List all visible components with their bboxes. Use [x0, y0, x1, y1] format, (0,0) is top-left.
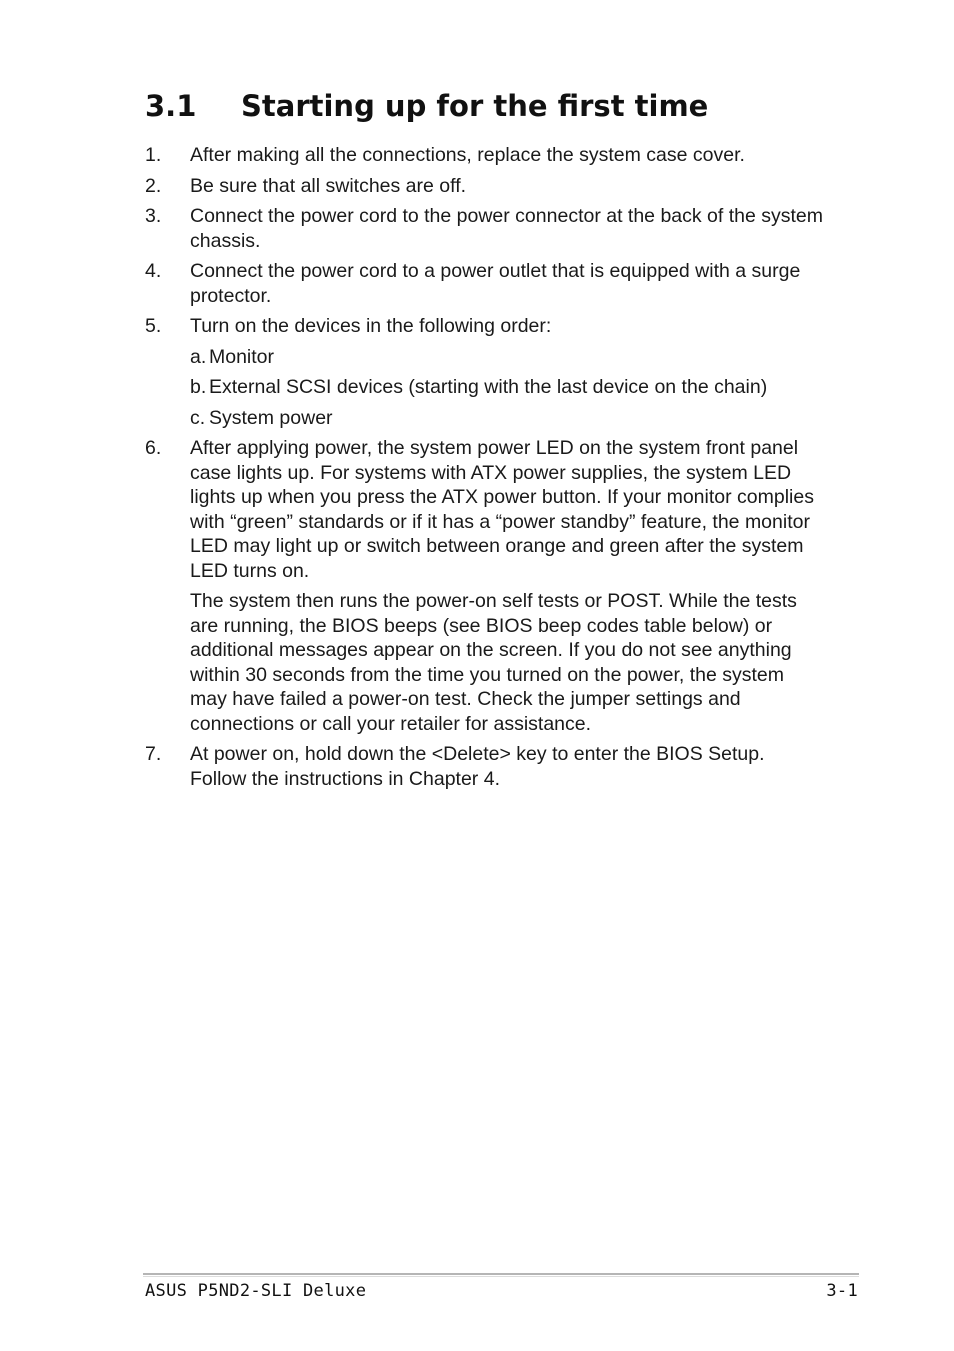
sub-item-monitor: [190, 345, 825, 370]
sub-item-text: External SCSI devices (starting with the last device on the chain): [209, 376, 768, 398]
step-number: 4.: [145, 260, 162, 282]
sub-item-external-scsi: [190, 375, 825, 400]
step-7: [145, 742, 825, 791]
sub-item-letter: b.: [190, 376, 207, 398]
step-text: Be sure that all switches are off.: [190, 174, 467, 197]
sub-item-system-power: [190, 406, 825, 431]
step-number: 5.: [145, 315, 162, 337]
footer-divider: [143, 1273, 859, 1275]
startup-steps-list: [145, 143, 825, 797]
footer-product-name: ASUS P5ND2-SLI Deluxe: [145, 1281, 367, 1301]
footer-page-number: 3-1: [826, 1281, 858, 1301]
sub-item-text: Monitor: [209, 345, 275, 368]
step-number: 7.: [145, 743, 162, 765]
step-number: 1.: [145, 144, 162, 166]
step-text: Connect the power cord to the power connector at the back of the system chassis.: [190, 205, 824, 252]
step-2: [145, 174, 825, 199]
step-number: 6.: [145, 437, 162, 459]
step-text: At power on, hold down the <Delete> key to enter the BIOS Setup. Follow the instructions in Chapter 4.: [190, 743, 765, 790]
step-3: [145, 204, 825, 253]
step-4: [145, 259, 825, 308]
step-1: [145, 143, 825, 168]
step-text: Turn on the devices in the following order:: [190, 315, 552, 337]
step-number: 3.: [145, 205, 162, 227]
section-number: 3.1: [145, 89, 197, 123]
section-heading: [145, 86, 708, 126]
sub-item-letter: a.: [190, 345, 207, 368]
step-number: 2.: [145, 174, 162, 197]
step-text-continuation: The system then runs the power-on self tests or POST. While the tests are running, the BIOS beeps (see BIOS beep codes table below) or additional messages appear on the screen. If you do not see anything within 30 seconds from the time you turned on the power, the system may have failed a power-on test. Check the jumper settings and connections or call your retailer for assistance.: [190, 590, 797, 735]
footer-divider-shadow: [143, 1276, 859, 1277]
step-6: [145, 436, 825, 736]
step-5: [145, 314, 825, 430]
step-text: Connect the power cord to a power outlet that is equipped with a surge protector.: [190, 260, 801, 307]
sub-item-text: System power: [209, 406, 333, 429]
step-text: After applying power, the system power LED on the system front panel case lights up. For systems with ATX power supplies, the system LED lights up when you press the ATX power button. If your monitor complies with “green” standards or if it has a “power standby” feature, the monitor LED may light up or switch between orange and green after the system LED turns on.: [190, 437, 814, 582]
step-text: After making all the connections, replace the system case cover.: [190, 144, 745, 166]
sub-item-letter: c.: [190, 406, 206, 429]
section-title: Starting up for the first time: [241, 89, 709, 123]
